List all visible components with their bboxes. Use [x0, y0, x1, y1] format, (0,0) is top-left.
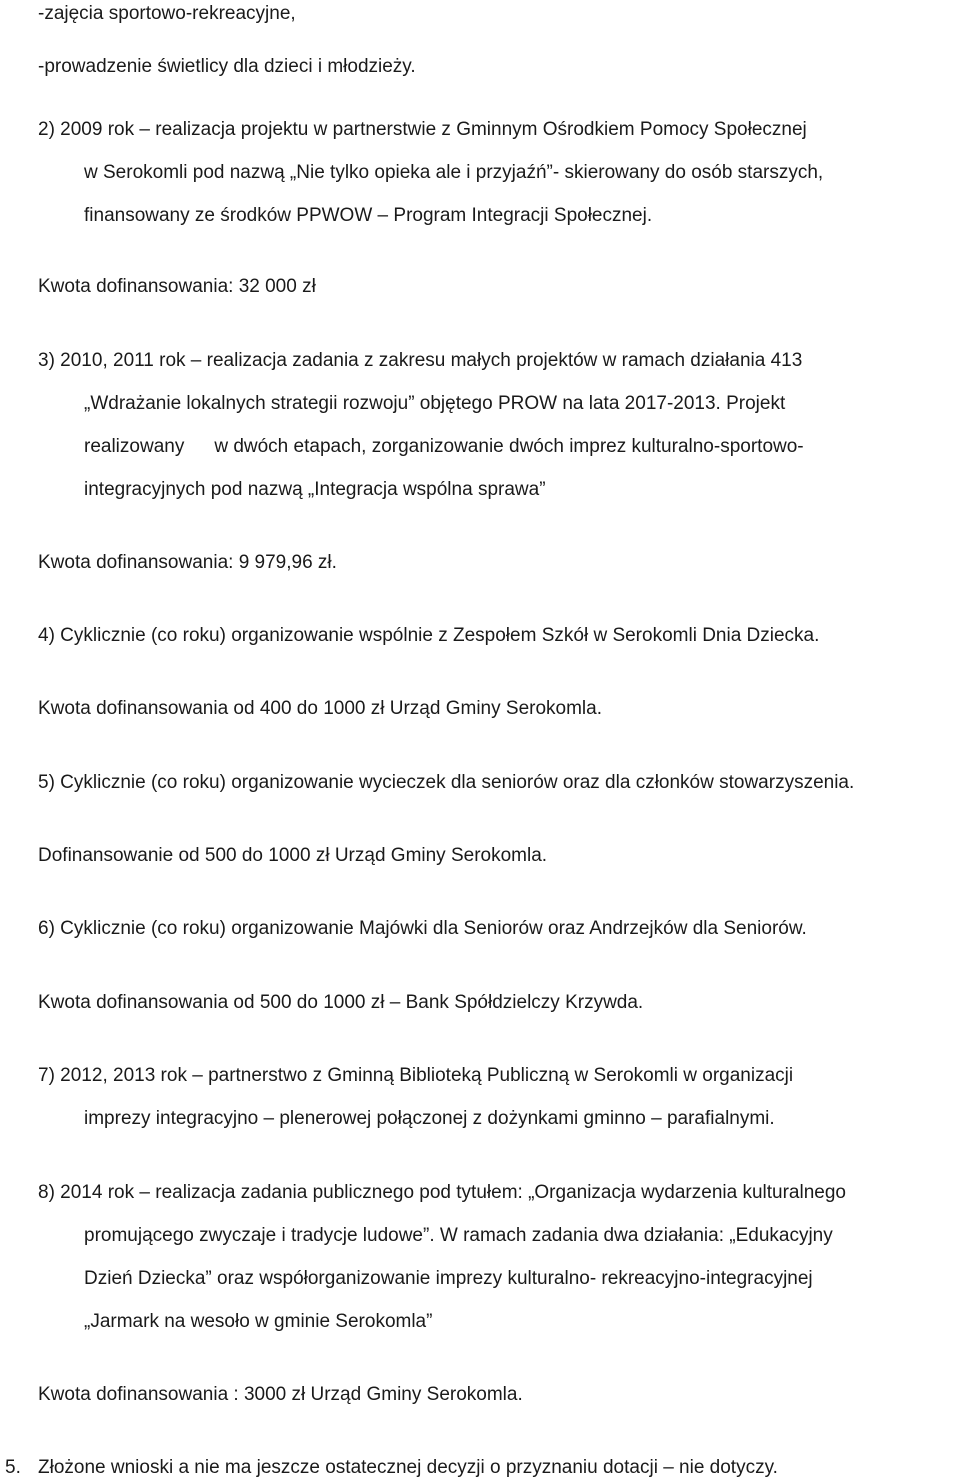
list-item-8-line: „Jarmark na wesoło w gminie Serokomla” [84, 1311, 433, 1332]
funding-amount-line: Kwota dofinansowania: 9 979,96 zł. [38, 552, 337, 573]
list-item-3-line: „Wdrażanie lokalnych strategii rozwoju” objętego PROW na lata 2017-2013. Projekt [84, 393, 786, 414]
list-item-8-line: Dzień Dziecka” oraz współorganizowanie imprezy kulturalno- rekreacyjno-integracyjnej [84, 1268, 813, 1289]
text-segment: realizowany [84, 436, 185, 457]
list-item-3-line [84, 435, 804, 459]
list-item-3-line: integracyjnych pod nazwą „Integracja wspólna sprawa” [84, 479, 546, 500]
list-item-8-line: promującego zwyczaje i tradycje ludowe”. W ramach zadania dwa działania: „Edukacyjny [84, 1225, 833, 1246]
list-item-8-line: 8) 2014 rok – realizacja zadania publicznego pod tytułem: „Organizacja wydarzenia kulturalnego [38, 1182, 846, 1203]
funding-amount-line: Kwota dofinansowania od 400 do 1000 zł Urząd Gminy Serokomla. [38, 698, 602, 719]
list-item-7-line: imprezy integracyjno – plenerowej połączonej z dożynkami gminno – parafialnymi. [84, 1108, 775, 1129]
text-segment: w dwóch etapach, zorganizowanie dwóch imprez kulturalno-sportowo- [214, 436, 804, 457]
list-item-4-line: 4) Cyklicznie (co roku) organizowanie wspólnie z Zespołem Szkół w Serokomli Dnia Dziecka. [38, 625, 820, 646]
list-item-2-line: finansowany ze środków PPWOW – Program Integracji Społecznej. [84, 205, 653, 226]
list-item-2-line: w Serokomli pod nazwą „Nie tylko opieka ale i przyjaźń”- skierowany do osób starszych, [84, 162, 824, 183]
list-item-5-line: 5) Cyklicznie (co roku) organizowanie wycieczek dla seniorów oraz dla członków stowarzyszenia. [38, 772, 855, 793]
text-line: -prowadzenie świetlicy dla dzieci i młodzieży. [38, 56, 416, 77]
funding-amount-line: Kwota dofinansowania : 3000 zł Urząd Gminy Serokomla. [38, 1384, 523, 1405]
list-item-6-line: 6) Cyklicznie (co roku) organizowanie Majówki dla Seniorów oraz Andrzejków dla Seniorów. [38, 918, 807, 939]
text-segment: Złożone wnioski a nie ma jeszcze ostatecznej decyzji o przyznaniu dotacji – nie dotyczy. [38, 1457, 778, 1478]
list-item-5-final [5, 1456, 778, 1480]
text-line: -zajęcia sportowo-rekreacyjne, [38, 3, 296, 24]
funding-amount-line: Dofinansowanie od 500 do 1000 zł Urząd Gminy Serokomla. [38, 845, 548, 866]
list-item-2-line: 2) 2009 rok – realizacja projektu w partnerstwie z Gminnym Ośrodkiem Pomocy Społecznej [38, 119, 807, 140]
funding-amount-line: Kwota dofinansowania od 500 do 1000 zł – Bank Spółdzielczy Krzywda. [38, 992, 644, 1013]
list-number: 5. [5, 1457, 21, 1478]
list-item-7-line: 7) 2012, 2013 rok – partnerstwo z Gminną Biblioteką Publiczną w Serokomli w organizacji [38, 1065, 794, 1086]
funding-amount-line: Kwota dofinansowania: 32 000 zł [38, 276, 316, 297]
list-item-3-line: 3) 2010, 2011 rok – realizacja zadania z zakresu małych projektów w ramach działania 413 [38, 350, 803, 371]
